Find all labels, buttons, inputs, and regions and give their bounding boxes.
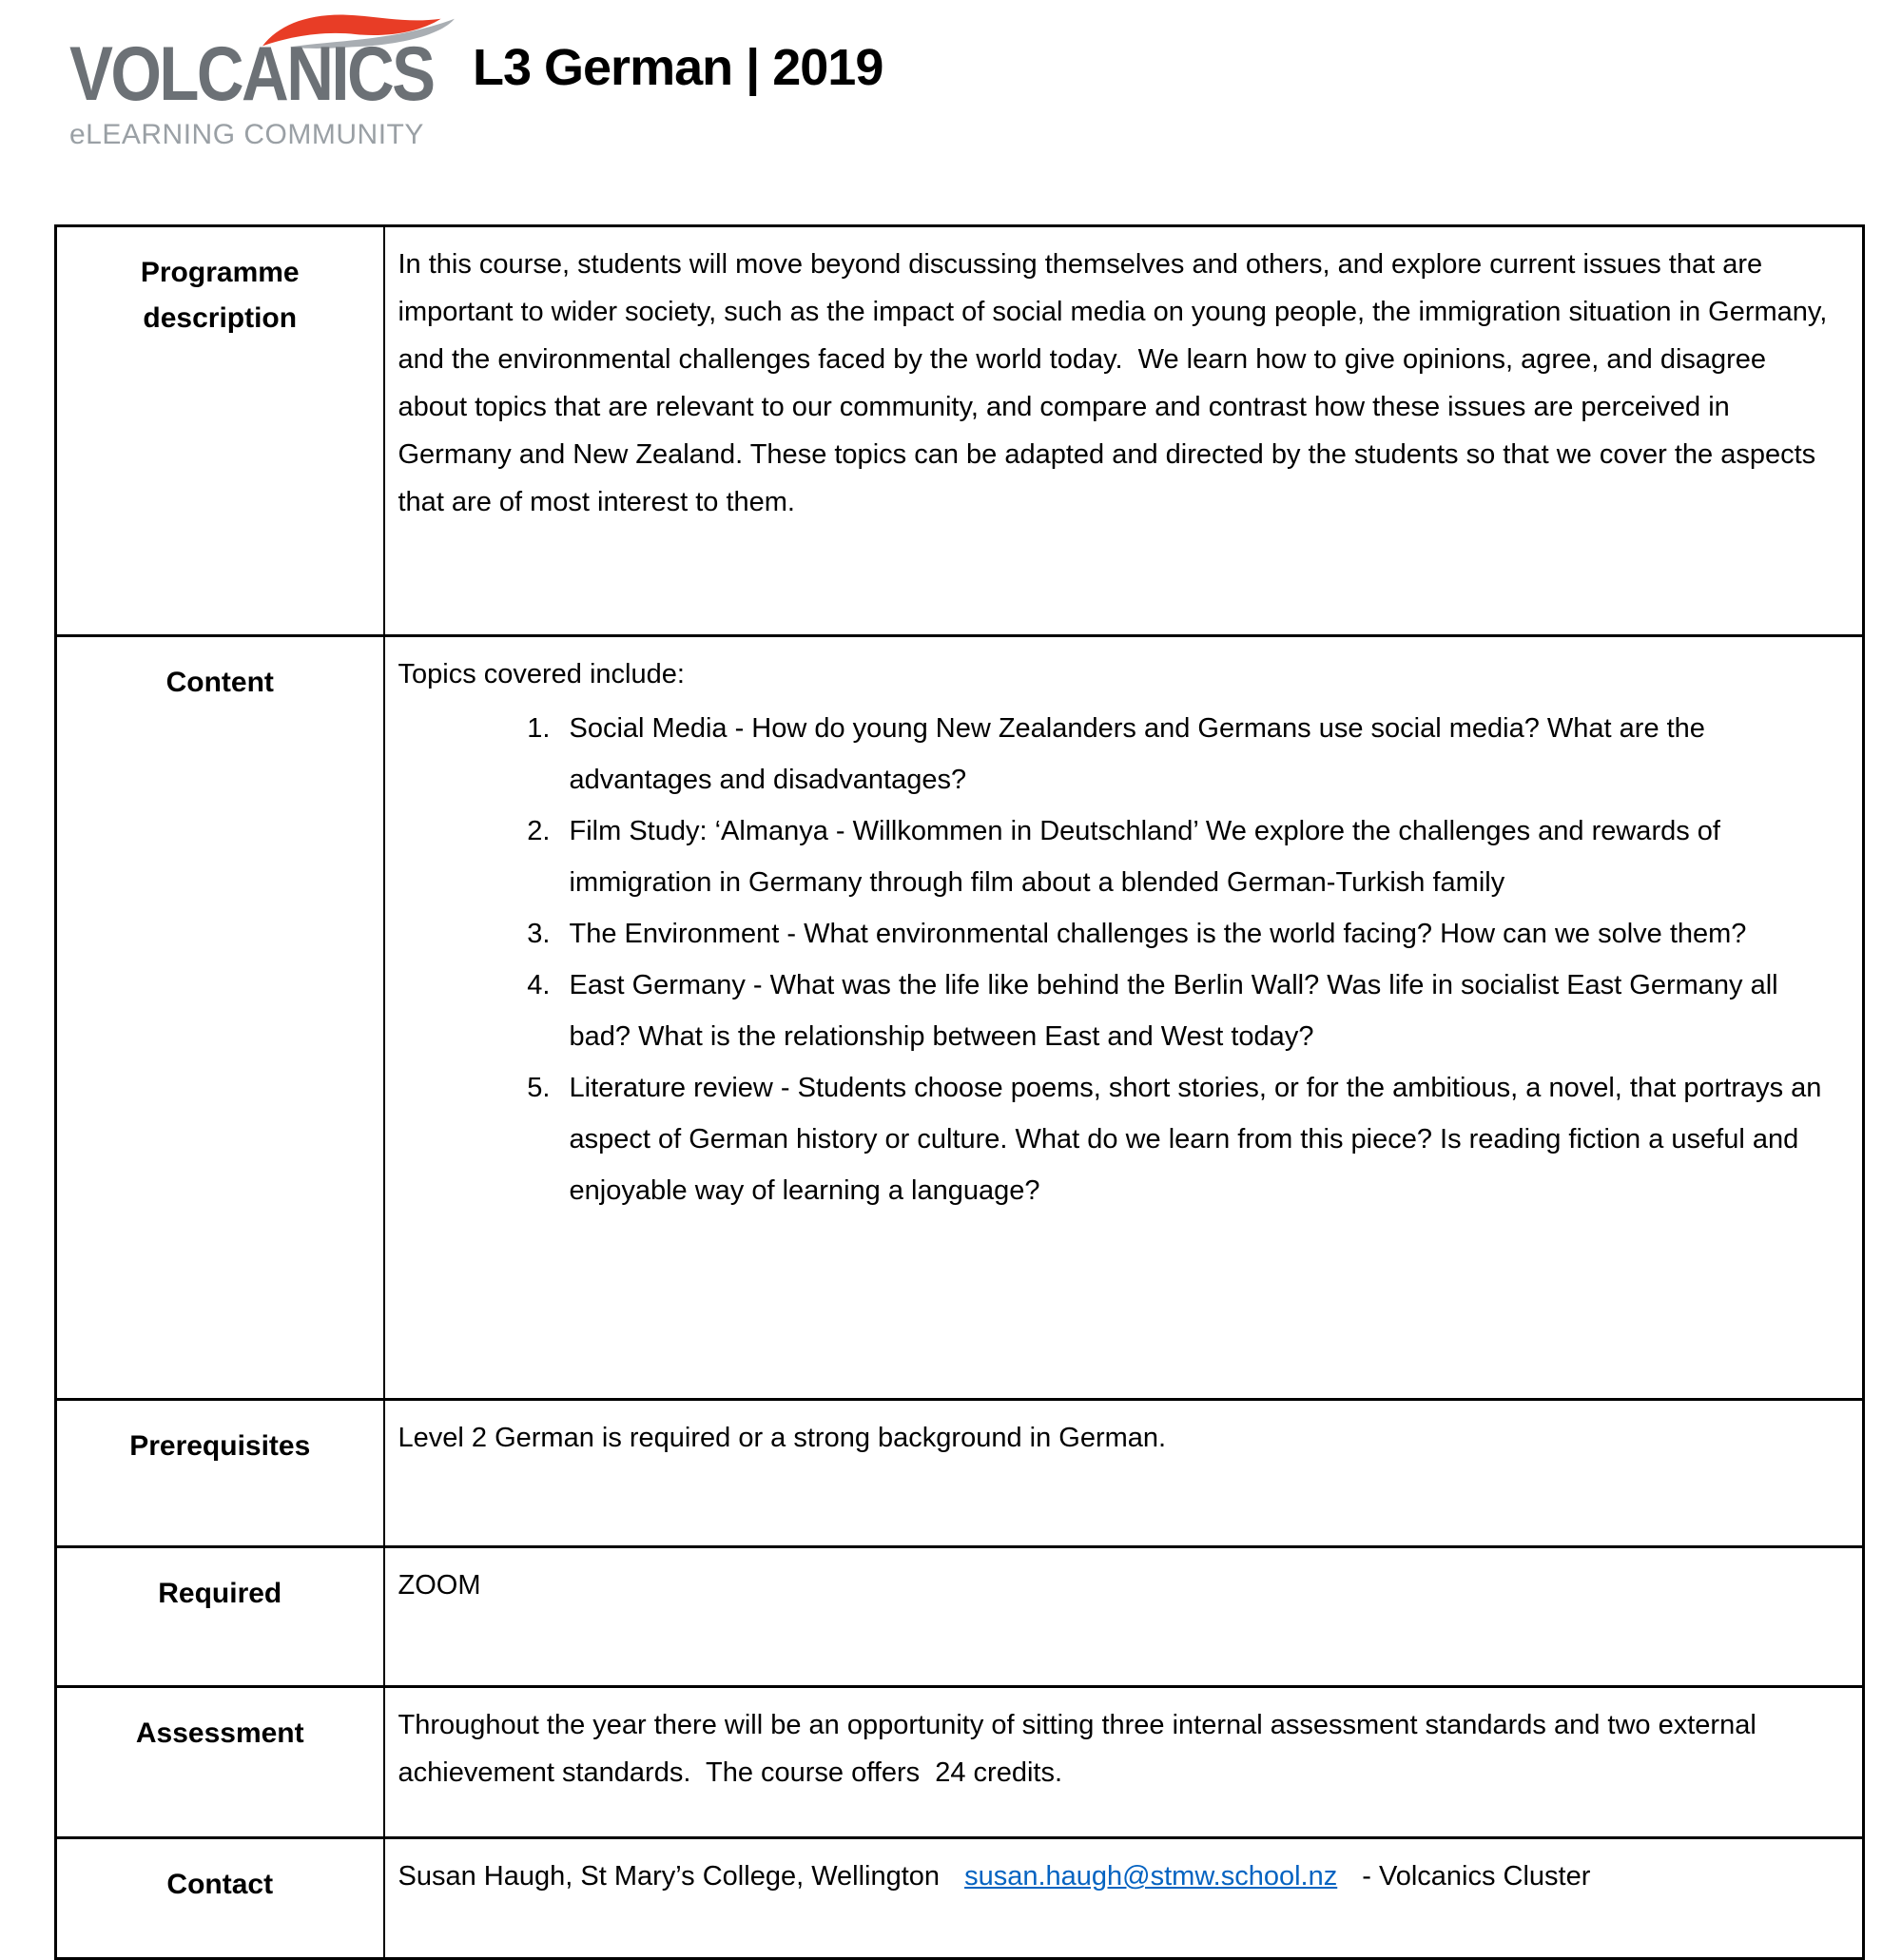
row-label-assessment <box>56 1687 384 1838</box>
label-text: Required <box>158 1578 282 1609</box>
contact-cell <box>384 1838 1864 1959</box>
content-cell <box>384 636 1864 1400</box>
table-row-assessment <box>56 1687 1864 1838</box>
topic-item-east-germany <box>558 960 1838 1062</box>
prerequisites-text: Level 2 German is required or a strong background in German. <box>398 1423 1167 1453</box>
table-row-contact <box>56 1838 1864 1959</box>
row-label-programme-description <box>56 226 384 636</box>
content-intro: Topics covered include: <box>398 659 685 689</box>
row-label-content <box>56 636 384 1400</box>
logo-tagline: eLEARNING COMMUNITY <box>69 119 424 150</box>
logo-wordmark: VOLCANICS <box>69 31 434 117</box>
row-label-prerequisites <box>56 1400 384 1547</box>
table-row-content <box>56 636 1864 1400</box>
assessment-cell <box>384 1687 1864 1838</box>
topic-item-text: Social Media - How do young New Zealanders and Germans use social media? What are the advantages and disadvantages? <box>569 713 1713 795</box>
topic-item-text: The Environment - What environmental challenges is the world facing? How can we solve them? <box>569 919 1747 949</box>
topic-item-environment <box>558 908 1838 960</box>
label-text: Prerequisites <box>129 1430 311 1462</box>
table-row-prerequisites <box>56 1400 1864 1547</box>
required-text: ZOOM <box>398 1570 481 1601</box>
label-text: Programme description <box>140 257 307 334</box>
programme-description-text: In this course, students will move beyond discussing themselves and others, and explore current issues that are important to wider society, such as the impact of social media on young people, the immigration situation in Germany, and the environmental challenges faced by the world today. We learn how to give opinions, agree, and disagree about topics that are relevant to our community, and compare and contrast how these issues are perceived in Germany and New Zealand. These topics can be adapted and directed by the students so that we cover the aspects that are of most interest to them. <box>398 249 1835 517</box>
label-text: Content <box>165 667 274 698</box>
contact-email-link[interactable]: susan.haugh@stmw.school.nz <box>964 1861 1338 1892</box>
contact-name-text: Susan Haugh, St Mary’s College, Wellington <box>398 1861 941 1892</box>
course-table <box>54 224 1865 1960</box>
row-label-required <box>56 1547 384 1687</box>
label-text: Assessment <box>135 1717 304 1749</box>
label-text: Contact <box>166 1869 274 1900</box>
programme-description-cell <box>384 226 1864 636</box>
assessment-text: Throughout the year there will be an opportunity of sitting three internal assessment standards and two external achievement standards. The course offers 24 credits. <box>398 1710 1764 1788</box>
table-row-required <box>56 1547 1864 1687</box>
page-title: L3 German | 2019 <box>473 39 883 96</box>
contact-cluster-text: - Volcanics Cluster <box>1362 1861 1591 1892</box>
topic-item-social-media <box>558 703 1838 805</box>
topics-list <box>398 703 1838 1216</box>
table-row-programme-description <box>56 226 1864 636</box>
topic-item-text: Film Study: ‘Almanya - Willkommen in Deutschland’ We explore the challenges and rewards of immigration in Germany through film about a blended German-Turkish family <box>569 816 1729 898</box>
topic-item-film-study <box>558 805 1838 908</box>
topic-item-text: East Germany - What was the life like behind the Berlin Wall? Was life in socialist East Germany all bad? What is the relationship between East and West today? <box>569 970 1786 1052</box>
required-cell <box>384 1547 1864 1687</box>
prerequisites-cell <box>384 1400 1864 1547</box>
topic-item-literature-review <box>558 1062 1838 1216</box>
topic-item-text: Literature review - Students choose poems, short stories, or for the ambitious, a novel, that portrays an aspect of German history or culture. What do we learn from this piece? Is reading fiction a useful and enjoyable way of learning a language? <box>569 1073 1830 1206</box>
row-label-contact <box>56 1838 384 1959</box>
volcanics-logo <box>69 8 469 151</box>
